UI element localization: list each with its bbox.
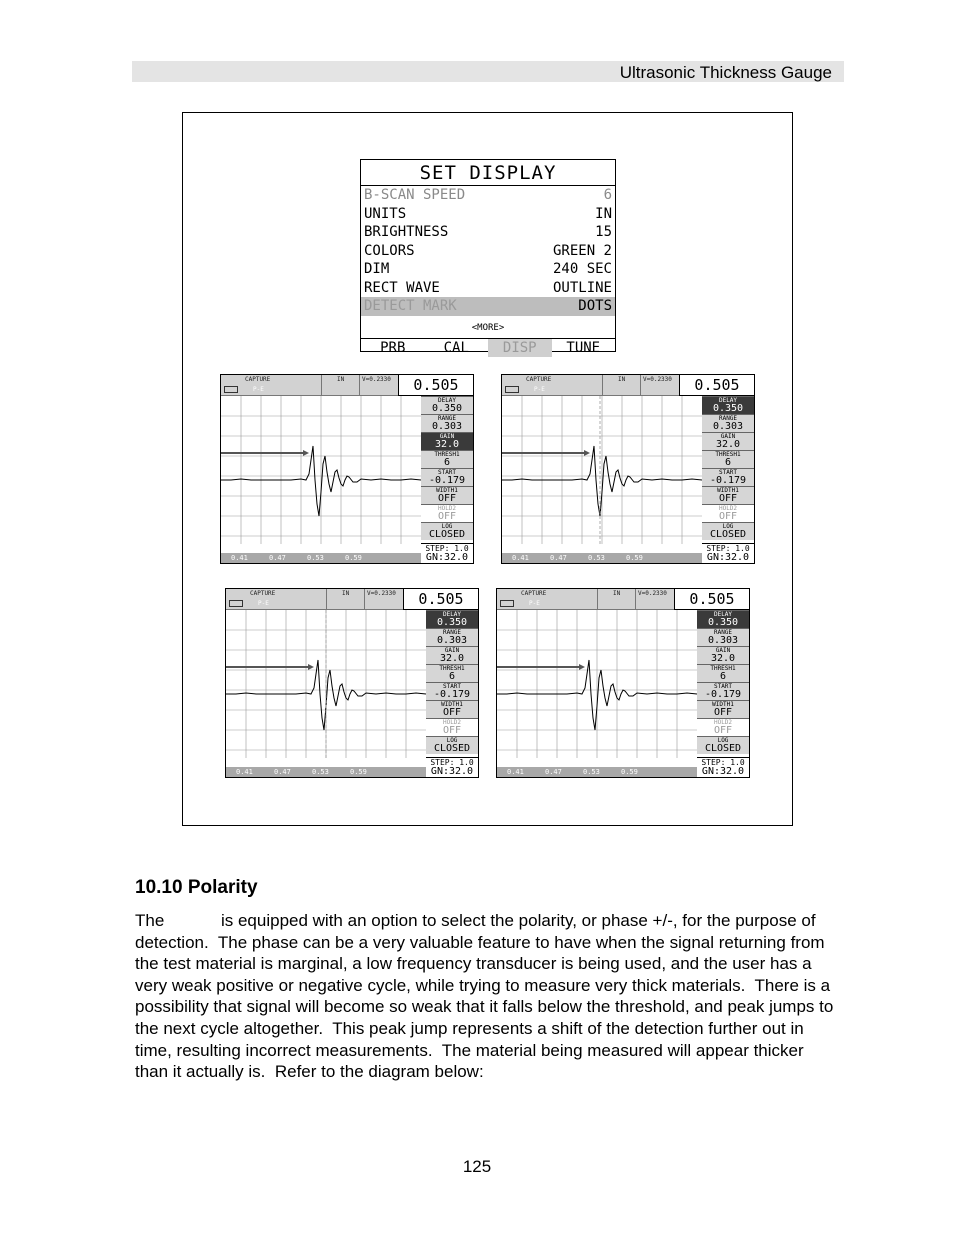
x-axis bbox=[226, 767, 426, 777]
param-label: GAIN bbox=[720, 433, 736, 440]
waveform-plot bbox=[221, 396, 421, 554]
thickness-reading: 0.505 bbox=[398, 375, 473, 396]
menu-item-value: IN bbox=[595, 205, 612, 222]
menu-item-label: B-SCAN SPEED bbox=[364, 187, 466, 203]
capture-label: CAPTURE bbox=[250, 590, 276, 597]
tab-prb[interactable]: PRB bbox=[380, 339, 406, 356]
units-label: IN bbox=[618, 376, 626, 383]
param-value: OFF bbox=[442, 707, 462, 718]
param-value: CLOSED bbox=[709, 529, 747, 540]
gain-readout: GN:32.0 bbox=[425, 552, 469, 563]
param-label: HOLD2 bbox=[437, 505, 457, 512]
capture-label: CAPTURE bbox=[526, 376, 552, 383]
param-label: HOLD2 bbox=[713, 719, 733, 726]
gate-arrow-icon bbox=[308, 664, 314, 670]
param-value: 32.0 bbox=[715, 439, 741, 450]
battery-icon bbox=[500, 600, 514, 607]
param-label: RANGE bbox=[442, 629, 462, 636]
param-value: 6 bbox=[448, 671, 456, 682]
param-log[interactable] bbox=[697, 736, 749, 754]
param-label: RANGE bbox=[713, 629, 733, 636]
velocity-label: V=0.2330 bbox=[362, 376, 391, 383]
x-tick: 0.47 bbox=[269, 554, 286, 562]
scope-status-bar bbox=[497, 589, 677, 610]
param-thresh1[interactable] bbox=[421, 450, 473, 468]
param-hold2[interactable] bbox=[421, 504, 473, 522]
body-paragraph: The is equipped with an option to select the polarity, or phase +/-, for the purpose of detection. The phase can be a very valuable feature to have when the signal returning from the test material is marginal, a low frequency transducer is being used, and the user has a very weak positive or negative cycle, while trying to measure very thick materials. There is a possibility that signal will become so weak that it falls below the threshold, and peak jumps to the next cycle altogether. This peak jump represents a shift of the detection further out in time, resulting incorrect measurements. The material being measured will appear thicker than it actually is. Refer to the diagram below: bbox=[135, 911, 839, 1082]
param-label: START bbox=[718, 469, 738, 476]
param-value: OFF bbox=[713, 725, 733, 736]
param-label: LOG bbox=[717, 737, 729, 744]
param-label: RANGE bbox=[437, 415, 457, 422]
param-thresh1[interactable] bbox=[697, 664, 749, 682]
x-tick: 0.59 bbox=[345, 554, 362, 562]
param-delay[interactable] bbox=[697, 610, 749, 628]
param-start[interactable] bbox=[697, 682, 749, 700]
param-value: OFF bbox=[437, 511, 457, 522]
x-tick: 0.59 bbox=[350, 768, 367, 776]
step-gain-readout bbox=[421, 543, 473, 564]
scope-status-bar bbox=[226, 589, 406, 610]
menu-item-value: 6 bbox=[603, 187, 612, 203]
set-display-menu bbox=[360, 159, 616, 356]
param-width1[interactable] bbox=[426, 700, 478, 718]
menu-item-label: COLORS bbox=[364, 242, 415, 259]
x-axis bbox=[221, 553, 421, 563]
menu-item-value: GREEN 2 bbox=[552, 242, 612, 259]
x-tick: 0.53 bbox=[312, 768, 329, 776]
x-tick: 0.41 bbox=[507, 768, 524, 776]
tab-tune[interactable]: TUNE bbox=[566, 339, 601, 356]
param-value: -0.179 bbox=[704, 689, 742, 700]
menu-item-brightness[interactable] bbox=[361, 223, 615, 242]
param-delay[interactable] bbox=[702, 396, 754, 414]
param-gain[interactable] bbox=[421, 432, 473, 450]
x-tick: 0.47 bbox=[274, 768, 291, 776]
velocity-label: V=0.2330 bbox=[367, 590, 396, 597]
x-tick: 0.53 bbox=[307, 554, 324, 562]
param-value: OFF bbox=[442, 725, 462, 736]
pe-mode-label: P-E bbox=[253, 386, 264, 393]
param-label: START bbox=[437, 469, 457, 476]
param-log[interactable] bbox=[426, 736, 478, 754]
param-delay[interactable] bbox=[421, 396, 473, 414]
header-title: Ultrasonic Thickness Gauge bbox=[619, 63, 832, 82]
menu-item-dim[interactable] bbox=[361, 260, 615, 279]
scope-screen-3 bbox=[225, 588, 479, 778]
menu-item-label: RECT WAVE bbox=[364, 279, 440, 296]
x-tick: 0.47 bbox=[550, 554, 567, 562]
param-value: 6 bbox=[724, 457, 732, 468]
param-label: GAIN bbox=[715, 647, 731, 654]
param-label: GAIN bbox=[439, 433, 455, 440]
param-label: THRESH1 bbox=[710, 665, 736, 672]
param-label: WIDTH1 bbox=[441, 701, 463, 708]
param-thresh1[interactable] bbox=[426, 664, 478, 682]
waveform-plot bbox=[226, 610, 426, 768]
step-gain-readout bbox=[426, 757, 478, 778]
param-label: DELAY bbox=[437, 397, 457, 404]
step-label: STEP: 1.0 bbox=[706, 544, 750, 553]
param-value: 0.350 bbox=[431, 403, 463, 414]
scope-screen-4 bbox=[496, 588, 750, 778]
param-hold2[interactable] bbox=[426, 718, 478, 736]
tab-disp[interactable]: DISP bbox=[488, 339, 552, 357]
gate-arrow-icon bbox=[579, 664, 585, 670]
velocity-label: V=0.2330 bbox=[643, 376, 672, 383]
menu-item-label: UNITS bbox=[364, 205, 407, 222]
menu-item-detect-mark[interactable] bbox=[361, 297, 615, 316]
param-value: 0.303 bbox=[431, 421, 463, 432]
menu-item-value: DOTS bbox=[578, 298, 612, 314]
param-label: START bbox=[442, 683, 462, 690]
menu-item-label: BRIGHTNESS bbox=[364, 224, 449, 240]
param-width1[interactable] bbox=[702, 486, 754, 504]
param-label: THRESH1 bbox=[434, 451, 460, 458]
thickness-reading: 0.505 bbox=[679, 375, 754, 396]
param-value: -0.179 bbox=[433, 689, 471, 700]
param-label: WIDTH1 bbox=[717, 487, 739, 494]
param-value: 0.350 bbox=[707, 617, 739, 628]
param-value: 32.0 bbox=[434, 439, 460, 450]
param-value: OFF bbox=[437, 493, 457, 504]
parameter-panel bbox=[697, 610, 749, 754]
param-range[interactable] bbox=[426, 628, 478, 646]
gain-readout: GN:32.0 bbox=[430, 766, 474, 777]
header-bar bbox=[132, 61, 844, 82]
param-label: WIDTH1 bbox=[436, 487, 458, 494]
x-tick: 0.41 bbox=[231, 554, 248, 562]
param-value: OFF bbox=[718, 511, 738, 522]
param-value: 0.303 bbox=[712, 421, 744, 432]
param-value: CLOSED bbox=[704, 743, 742, 754]
menu-more[interactable]: <MORE> bbox=[361, 316, 615, 339]
velocity-label: V=0.2330 bbox=[638, 590, 667, 597]
param-label: HOLD2 bbox=[442, 719, 462, 726]
menu-title: SET DISPLAY bbox=[361, 160, 615, 186]
grid bbox=[502, 396, 702, 544]
param-value: 0.303 bbox=[707, 635, 739, 646]
x-tick: 0.53 bbox=[588, 554, 605, 562]
menu-item-value: 240 SEC bbox=[552, 261, 612, 277]
param-value: 0.350 bbox=[436, 617, 468, 628]
param-label: LOG bbox=[441, 523, 453, 530]
menu-item-colors[interactable] bbox=[361, 242, 615, 261]
grid bbox=[497, 610, 697, 758]
units-label: IN bbox=[337, 376, 345, 383]
battery-icon bbox=[505, 386, 519, 393]
menu-item-units[interactable] bbox=[361, 205, 615, 224]
param-gain[interactable] bbox=[697, 646, 749, 664]
param-value: 6 bbox=[719, 671, 727, 682]
param-start[interactable] bbox=[702, 468, 754, 486]
step-label: STEP: 1.0 bbox=[425, 544, 469, 553]
param-value: -0.179 bbox=[428, 475, 466, 486]
param-delay[interactable] bbox=[426, 610, 478, 628]
param-range[interactable] bbox=[697, 628, 749, 646]
battery-icon bbox=[229, 600, 243, 607]
param-hold2[interactable] bbox=[702, 504, 754, 522]
menu-item-label: DIM bbox=[364, 261, 390, 277]
capture-label: CAPTURE bbox=[521, 590, 547, 597]
gain-readout: GN:32.0 bbox=[701, 766, 745, 777]
param-value: 6 bbox=[443, 457, 451, 468]
pe-mode-label: P-E bbox=[534, 386, 545, 393]
param-label: HOLD2 bbox=[718, 505, 738, 512]
gate-arrow-icon bbox=[303, 450, 309, 456]
parameter-panel bbox=[426, 610, 478, 754]
param-value: 32.0 bbox=[439, 653, 465, 664]
scope-screen-1 bbox=[220, 374, 474, 564]
param-gain[interactable] bbox=[426, 646, 478, 664]
menu-item-bscan-speed[interactable] bbox=[361, 186, 615, 205]
param-value: 0.350 bbox=[712, 403, 744, 414]
waveform-plot bbox=[497, 610, 697, 768]
param-log[interactable] bbox=[421, 522, 473, 540]
param-range[interactable] bbox=[421, 414, 473, 432]
param-label: THRESH1 bbox=[439, 665, 465, 672]
grid bbox=[221, 396, 421, 544]
param-label: LOG bbox=[722, 523, 734, 530]
menu-item-rect-wave[interactable] bbox=[361, 279, 615, 298]
gate-arrow-icon bbox=[584, 450, 590, 456]
param-value: 0.303 bbox=[436, 635, 468, 646]
x-axis bbox=[502, 553, 702, 563]
param-label: GAIN bbox=[444, 647, 460, 654]
param-label: THRESH1 bbox=[715, 451, 741, 458]
pe-mode-label: P-E bbox=[258, 600, 269, 607]
gain-readout: GN:32.0 bbox=[706, 552, 750, 563]
x-tick: 0.41 bbox=[236, 768, 253, 776]
x-tick: 0.59 bbox=[626, 554, 643, 562]
param-value: CLOSED bbox=[433, 743, 471, 754]
param-thresh1[interactable] bbox=[702, 450, 754, 468]
step-gain-readout bbox=[697, 757, 749, 778]
x-tick: 0.53 bbox=[583, 768, 600, 776]
param-label: WIDTH1 bbox=[712, 701, 734, 708]
scope-screen-2 bbox=[501, 374, 755, 564]
parameter-panel bbox=[702, 396, 754, 540]
param-label: DELAY bbox=[713, 611, 733, 618]
param-width1[interactable] bbox=[421, 486, 473, 504]
menu-item-value: OUTLINE bbox=[552, 279, 612, 296]
param-value: -0.179 bbox=[709, 475, 747, 486]
thickness-reading: 0.505 bbox=[403, 589, 478, 610]
waveform-plot bbox=[502, 396, 702, 554]
pe-mode-label: P-E bbox=[529, 600, 540, 607]
param-label: RANGE bbox=[718, 415, 738, 422]
param-width1[interactable] bbox=[697, 700, 749, 718]
section-heading: 10.10 Polarity bbox=[135, 877, 258, 898]
param-start[interactable] bbox=[421, 468, 473, 486]
param-label: LOG bbox=[446, 737, 458, 744]
step-gain-readout bbox=[702, 543, 754, 564]
param-start[interactable] bbox=[426, 682, 478, 700]
menu-item-value: 15 bbox=[595, 224, 612, 240]
param-label: DELAY bbox=[442, 611, 462, 618]
step-label: STEP: 1.0 bbox=[430, 758, 474, 767]
x-tick: 0.59 bbox=[621, 768, 638, 776]
thickness-reading: 0.505 bbox=[674, 589, 749, 610]
menu-tabs bbox=[361, 339, 615, 357]
param-value: CLOSED bbox=[428, 529, 466, 540]
parameter-panel bbox=[421, 396, 473, 540]
capture-label: CAPTURE bbox=[245, 376, 271, 383]
tab-cal[interactable]: CAL bbox=[443, 339, 469, 356]
param-range[interactable] bbox=[702, 414, 754, 432]
units-label: IN bbox=[613, 590, 621, 597]
param-gain[interactable] bbox=[702, 432, 754, 450]
battery-icon bbox=[224, 386, 238, 393]
scope-status-bar bbox=[502, 375, 682, 396]
param-label: DELAY bbox=[718, 397, 738, 404]
param-log[interactable] bbox=[702, 522, 754, 540]
scope-status-bar bbox=[221, 375, 401, 396]
x-tick: 0.41 bbox=[512, 554, 529, 562]
param-hold2[interactable] bbox=[697, 718, 749, 736]
page-number: 125 bbox=[462, 1157, 492, 1176]
step-label: STEP: 1.0 bbox=[701, 758, 745, 767]
param-value: 32.0 bbox=[710, 653, 736, 664]
x-axis bbox=[497, 767, 697, 777]
units-label: IN bbox=[342, 590, 350, 597]
param-label: START bbox=[713, 683, 733, 690]
menu-item-label: DETECT MARK bbox=[364, 298, 457, 314]
x-tick: 0.47 bbox=[545, 768, 562, 776]
param-value: OFF bbox=[713, 707, 733, 718]
param-value: OFF bbox=[718, 493, 738, 504]
